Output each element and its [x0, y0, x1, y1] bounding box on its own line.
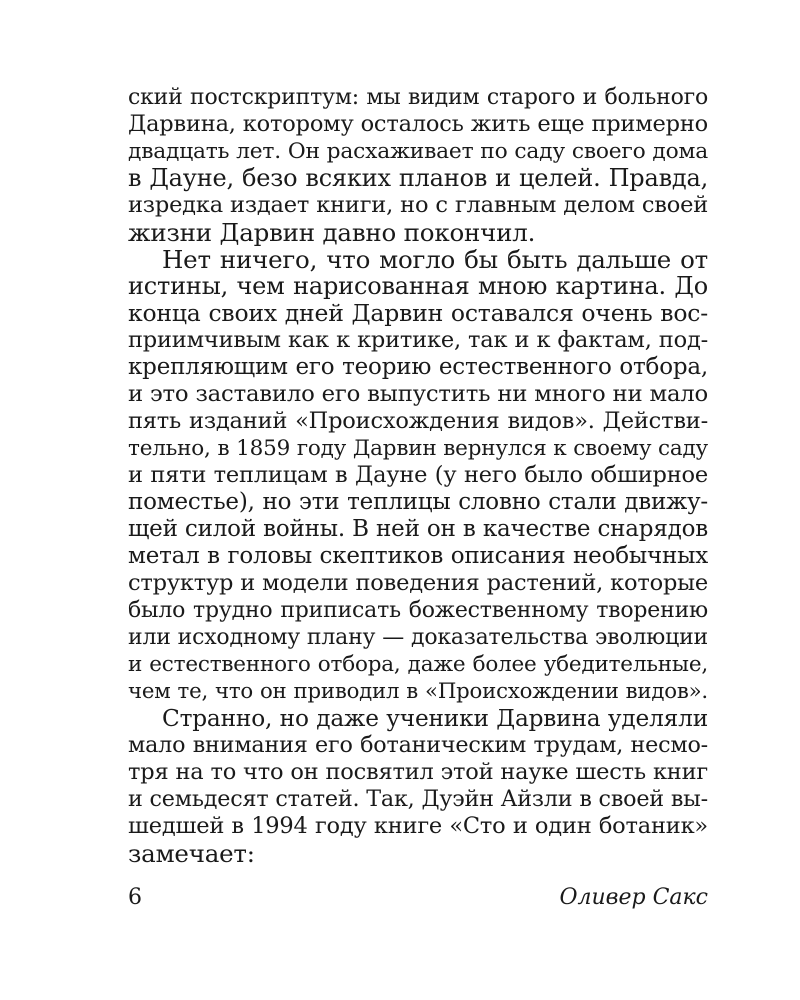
paragraph-1 — [128, 84, 708, 246]
text-line: жизни Дарвин давно покончил. — [128, 218, 536, 247]
text-line: тря на то что он посвятил этой науке шесть книг — [128, 759, 708, 785]
text-line: мало внимания его ботаническим трудам, несмо- — [128, 732, 708, 758]
text-line: изредка издает книги, но с главным делом своей — [128, 192, 708, 218]
text-line: и пяти теплицам в Дауне (у него было обширное — [128, 462, 708, 488]
paragraph-2 — [128, 246, 708, 705]
page-footer — [128, 884, 708, 912]
running-footer-author: Оливер Сакс — [559, 885, 708, 910]
text-line: и это заставило его выпустить ни много ни мало — [128, 381, 709, 407]
text-line: чем те, что он приводил в «Происхождении видов». — [128, 679, 708, 704]
page-number: 6 — [128, 885, 142, 910]
text-line: конца своих дней Дарвин оставался очень вос- — [128, 299, 708, 327]
text-line: поместье), но эти теплицы словно стали движу- — [128, 489, 708, 515]
text-line: пять изданий «Происхождения видов». Действи- — [128, 408, 708, 434]
text-line: было трудно приписать божественному творению — [128, 598, 708, 623]
text-line: метал в головы скептиков описания необычных — [128, 543, 708, 569]
paragraph-3 — [128, 705, 708, 867]
text-line: Дарвина, которому осталось жить еще примерно — [128, 111, 708, 137]
text-line: приимчивым как к критике, так и к фактам, под- — [128, 327, 708, 353]
text-line: тельно, в 1859 году Дарвин вернулся к своему саду — [128, 436, 708, 461]
text-line: истины, чем нарисованная мною картина. До — [128, 272, 708, 300]
text-line: в Дауне, безо всяких планов и целей. Правда, — [128, 164, 708, 192]
text-line: или исходному плану — доказательства эволюции — [128, 625, 708, 650]
text-line: ский постскриптум: мы видим старого и больного — [128, 85, 708, 110]
text-line: шедшей в 1994 году книге «Сто и один ботаник» — [128, 813, 708, 839]
text-line: щей силой войны. В ней он в качестве снарядов — [128, 516, 708, 542]
text-line: Странно, но даже ученики Дарвина уделяли — [162, 705, 708, 732]
text-line: крепляющим его теорию естественного отбора, — [128, 354, 708, 380]
text-line: Нет ничего, что могло бы быть дальше от — [162, 245, 708, 274]
text-line: структур и модели поведения растений, которые — [128, 570, 708, 596]
book-page-body — [128, 84, 708, 867]
text-line: и семьдесят статей. Так, Дуэйн Айзли в своей вы- — [128, 786, 708, 812]
text-line: и естественного отбора, даже более убедительные, — [128, 652, 708, 677]
text-line: двадцать лет. Он расхаживает по саду своего дома — [128, 139, 708, 164]
text-line: замечает: — [128, 839, 255, 868]
